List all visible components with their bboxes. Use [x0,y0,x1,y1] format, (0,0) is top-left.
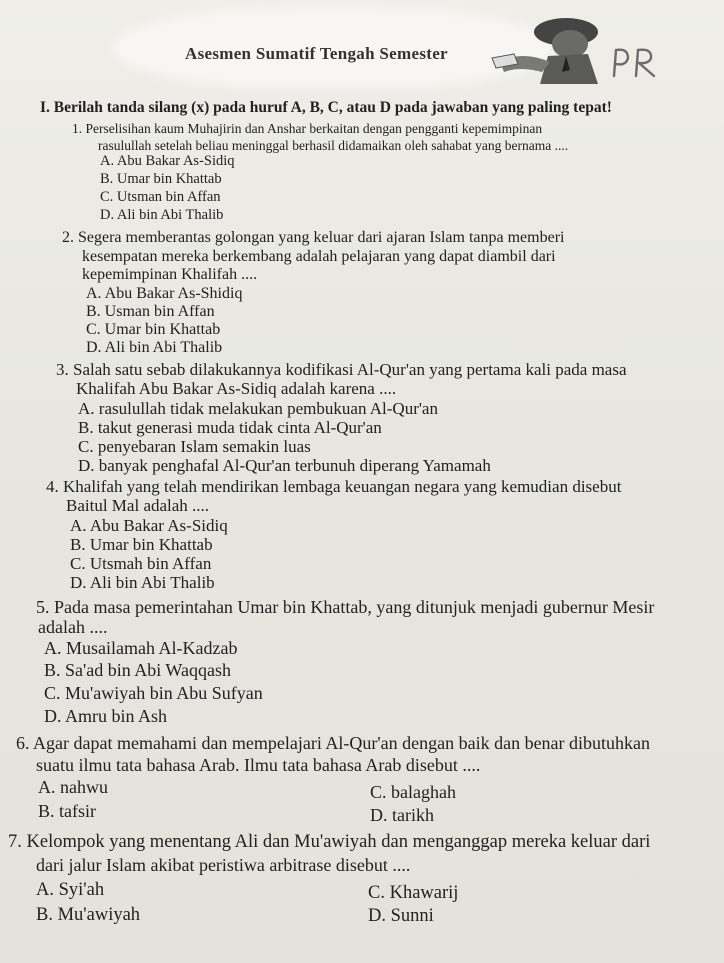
handwritten-pr-mark [608,46,664,78]
answer-option[interactable]: C. penyebaran Islam semakin luas [78,437,311,456]
question-5-text: 5. Pada masa pemerintahan Umar bin Khattab, yang ditunjuk menjadi gubernur Mesir [36,597,655,617]
answer-option[interactable]: C. Mu'awiyah bin Abu Sufyan [44,683,263,703]
question-6-text: suatu ilmu tata bahasa Arab. Ilmu tata bahasa Arab disebut .... [36,755,481,775]
answer-option[interactable]: B. Sa'ad bin Abi Waqqash [44,660,231,680]
answer-option[interactable]: B. Umar bin Khattab [100,171,222,187]
header-title: Asesmen Sumatif Tengah Semester [185,44,448,63]
answer-option[interactable]: A. Abu Bakar As-Sidiq [70,516,228,535]
answer-option[interactable]: A. Abu Bakar As-Sidiq [100,153,235,169]
answer-option[interactable]: D. banyak penghafal Al-Qur'an terbunuh diperang Yamamah [78,456,491,475]
answer-option[interactable]: C. Utsmah bin Affan [70,554,212,573]
answer-option[interactable]: A. rasulullah tidak melakukan pembukuan Al-Qur'an [78,399,438,418]
answer-option[interactable]: A. Abu Bakar As-Shidiq [86,285,243,302]
question-2-text: kesempatan mereka berkembang adalah pelajaran yang dapat diambil dari [82,248,556,265]
answer-option[interactable]: D. Ali bin Abi Thalib [86,339,223,356]
question-2-text: 2. Segera memberantas golongan yang keluar dari ajaran Islam tanpa memberi [62,229,565,246]
question-3-text: Khalifah Abu Bakar As-Sidiq adalah karena .... [76,379,397,398]
question-2-text: kepemimpinan Khalifah .... [82,266,258,283]
answer-option[interactable]: B. takut generasi muda tidak cinta Al-Qur'an [78,418,382,437]
answer-option[interactable]: A. Musailamah Al-Kadzab [44,638,238,658]
answer-option[interactable]: B. Usman bin Affan [86,303,215,320]
instruction-text: I. Berilah tanda silang (x) pada huruf A, B, C, atau D pada jawaban yang paling tepat! [40,99,612,116]
answer-option[interactable]: D. tarikh [370,805,434,825]
question-5-text: adalah .... [38,617,108,637]
answer-option[interactable]: C. balaghah [370,782,456,802]
answer-option[interactable]: D. Amru bin Ash [44,706,168,726]
question-7-text: 7. Kelompok yang menentang Ali dan Mu'awiyah dan menganggap mereka keluar dari [8,832,651,852]
answer-option[interactable]: D. Ali bin Abi Thalib [100,207,224,223]
answer-option[interactable]: B. Mu'awiyah [36,905,141,925]
answer-option[interactable]: B. tafsir [38,801,96,821]
answer-option[interactable]: A. nahwu [38,777,108,797]
question-6-text: 6. Agar dapat memahami dan mempelajari Al-Qur'an dengan baik dan benar dibutuhkan [16,733,651,753]
answer-option[interactable]: D. Ali bin Abi Thalib [70,573,215,592]
question-4-text: 4. Khalifah yang telah mendirikan lembaga keuangan negara yang kemudian disebut [46,477,622,496]
question-1-text: rasulullah setelah beliau meninggal berhasil didamaikan oleh sahabat yang bernama .... [98,138,569,153]
student-mascot-icon [470,6,620,86]
question-1-text: 1. Perselisihan kaum Muhajirin dan Anshar berkaitan dengan pengganti kepemimpinan [72,121,543,136]
answer-option[interactable]: C. Umar bin Khattab [86,321,221,338]
answer-option[interactable]: A. Syi'ah [36,880,105,900]
question-4-text: Baitul Mal adalah .... [66,496,210,515]
question-3-text: 3. Salah satu sebab dilakukannya kodifikasi Al-Qur'an yang pertama kali pada masa [56,360,627,379]
answer-option[interactable]: C. Khawarij [368,883,459,903]
question-7-text: dari jalur Islam akibat peristiwa arbitrase disebut .... [36,855,411,875]
answer-option[interactable]: C. Utsman bin Affan [100,189,221,205]
answer-option[interactable]: D. Sunni [368,906,434,926]
answer-option[interactable]: B. Umar bin Khattab [70,535,213,554]
